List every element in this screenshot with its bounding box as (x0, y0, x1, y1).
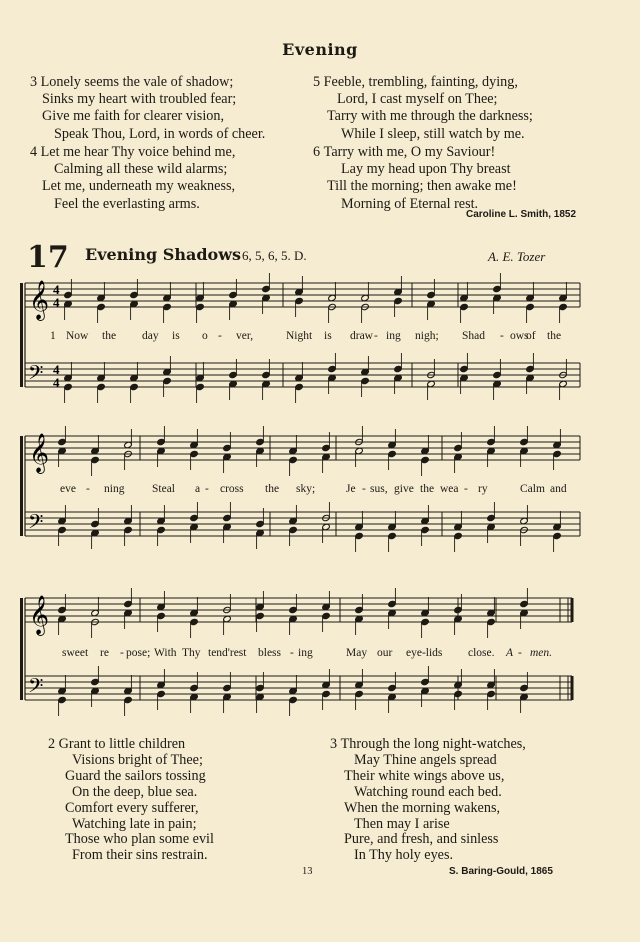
lyric-syllable: the (547, 330, 562, 342)
verse-line: Watching late in pain; (72, 815, 197, 832)
lyric-syllable: sus, (370, 483, 388, 495)
verse-line: Lay my head upon Thy breast (341, 161, 511, 178)
lyric-syllable: and (550, 483, 567, 495)
lyric-syllable: the (102, 330, 117, 342)
lyric-line-3 (0, 647, 640, 663)
lyric-syllable: - (290, 647, 294, 659)
verse-line: In Thy holy eyes. (354, 847, 454, 864)
lyric-syllable: Je (346, 483, 356, 495)
lyric-syllable: - (218, 330, 222, 342)
hymn-verse-2 (48, 737, 214, 864)
treble-clef-icon: 𝄞 (29, 433, 50, 473)
verse-line: 2 Grant to little children (48, 736, 186, 752)
verse-line: Feel the everlasting arms. (54, 195, 200, 212)
lyric-syllable: nigh; (415, 330, 439, 342)
lyric-syllable: re (100, 647, 109, 659)
verse-line: Till the morning; then awake me! (327, 178, 517, 195)
verse-line: Speak Thou, Lord, in words of cheer. (54, 125, 266, 142)
verse-line: 3 Through the long night-watches, (330, 736, 526, 752)
lyric-syllable: ing (298, 647, 313, 659)
lyric-syllable: is (324, 330, 332, 342)
verse-line: Calming all these wild alarms; (54, 161, 228, 178)
lyric-syllable: is (172, 330, 180, 342)
verse-line: Those who plan some evil (65, 831, 214, 848)
lyric-syllable: o (202, 330, 208, 342)
time-signature-top: 4 (53, 282, 60, 297)
verse-line: When the morning wakens, (344, 799, 501, 816)
lyric-syllable: With (154, 647, 177, 659)
section-title: Evening (282, 40, 358, 59)
lyric-syllable: ry (478, 483, 488, 495)
lyric-syllable: draw (350, 330, 373, 342)
verse-line: Comfort every sufferer, (65, 799, 199, 816)
verse-line: Sinks my heart with troubled fear; (42, 91, 237, 108)
lyric-syllable: bless (258, 647, 281, 659)
lyric-syllable: eye-lids (406, 647, 443, 659)
verse-line: On the deep, blue sea. (72, 783, 198, 800)
bass-clef-icon: 𝄢 (28, 674, 44, 702)
lyric-syllable: our (377, 647, 393, 659)
verse-line: Give me faith for clearer vision, (42, 108, 224, 125)
lyric-syllable: May (346, 647, 368, 659)
verse-line: Lord, I cast myself on Thee; (337, 91, 498, 108)
time-signature-bottom: 4 (53, 295, 60, 310)
verse-number: 1 (50, 330, 56, 342)
lyric-syllable: Thy (182, 647, 201, 659)
verse-line: Tarry with me through the darkness; (327, 108, 533, 125)
verse-line: 3 Lonely seems the vale of shadow; (30, 74, 234, 90)
lyric-syllable: ning (104, 483, 125, 495)
lyric-syllable: the (420, 483, 435, 495)
verse-line: Guard the sailors tossing (65, 767, 206, 784)
lyric-syllable: Steal (152, 483, 175, 495)
lyric-line-2 (0, 483, 640, 499)
lyric-syllable: Shad (462, 330, 485, 342)
verse-line: Let me, underneath my weakness, (42, 178, 236, 195)
lyric-syllable: sky; (296, 483, 316, 495)
time-signature-top: 4 (53, 362, 60, 377)
page-number: 13 (302, 866, 313, 877)
lyric-syllable: close. (468, 647, 495, 659)
lyric-syllable: - (205, 483, 209, 495)
verse-line: Their white wings above us, (344, 767, 505, 784)
lyric-syllable: pose; (126, 647, 151, 659)
verse-line: Pure, and fresh, and sinless (344, 831, 499, 848)
lyric-syllable: a (195, 483, 201, 495)
treble-clef-icon: 𝄞 (29, 280, 50, 320)
verse-line: Morning of Eternal rest. (341, 195, 479, 212)
lyric-syllable: the (265, 483, 280, 495)
prev-credit: Caroline L. Smith, 1852 (466, 209, 577, 220)
bass-clef-icon: 𝄢 (28, 361, 44, 389)
lyric-syllable: - (120, 647, 124, 659)
verse-line: May Thine angels spread (354, 751, 497, 768)
hymn-meter: 6, 5, 6, 5. D. (242, 248, 307, 263)
verse-line: 6 Tarry with me, O my Saviour! (313, 144, 496, 160)
lyric-syllable: - (362, 483, 366, 495)
lyric-syllable: ows (510, 330, 529, 342)
bass-clef-icon: 𝄢 (28, 510, 44, 538)
lyric-syllable: wea (440, 483, 459, 495)
lyric-syllable: - (464, 483, 468, 495)
lyric-line-1 (0, 330, 640, 346)
hymn-title: Evening Shadows (85, 245, 241, 264)
verse-line: Then may I arise (354, 815, 450, 832)
lyric-syllable: A (506, 647, 514, 659)
lyric-syllable: day (142, 330, 159, 342)
lyric-syllable: - (500, 330, 504, 342)
lyric-syllable: - (518, 647, 522, 659)
lyric-syllable: - (86, 483, 90, 495)
hymn-verse-3 (330, 737, 526, 864)
verse-line: While I sleep, still watch by me. (341, 125, 525, 142)
lyric-syllable: Now (66, 330, 89, 342)
verse-line: Watching round each bed. (354, 783, 502, 800)
hymn-credit: S. Baring-Gould, 1865 (449, 866, 553, 877)
hymn-composer: A. E. Tozer (488, 249, 546, 264)
lyric-syllable: cross (220, 483, 244, 495)
lyric-syllable: tend'rest (208, 647, 247, 659)
lyric-syllable: ing (386, 330, 401, 342)
verse-line: From their sins restrain. (72, 847, 208, 864)
lyric-syllable: sweet (62, 647, 89, 659)
lyric-syllable: give (394, 483, 414, 495)
lyric-syllable: - (374, 330, 378, 342)
verse-line: 5 Feeble, trembling, fainting, dying, (313, 74, 518, 90)
verse-line: Visions bright of Thee; (72, 751, 203, 768)
treble-clef-icon: 𝄞 (29, 595, 50, 635)
lyric-syllable: eve (60, 483, 76, 495)
time-signature-bottom: 4 (53, 375, 60, 390)
lyric-syllable: Calm (520, 483, 545, 495)
lyric-syllable: men. (530, 647, 553, 659)
lyric-syllable: Night (286, 330, 313, 342)
lyric-syllable: ver, (236, 330, 254, 342)
hymn-number: 17 (27, 240, 69, 275)
lyric-syllable: of (526, 330, 536, 342)
verse-line: 4 Let me hear Thy voice behind me, (30, 144, 236, 160)
